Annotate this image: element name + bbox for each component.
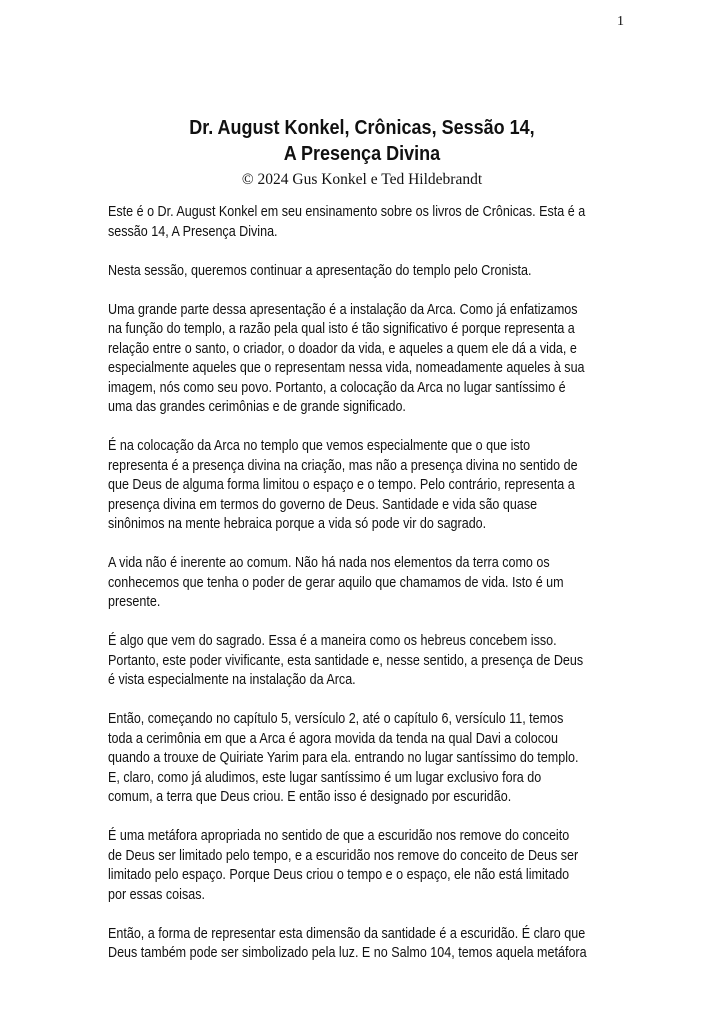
text-line: imagem, nós como seu povo. Portanto, a colocação da Arca no lugar santíssimo é: [108, 379, 566, 396]
paragraph: [108, 827, 628, 905]
text-line: representa é a presença divina na criação, mas não a presença divina no sentido de: [108, 457, 578, 474]
text-line: uma das grandes cerimônias e de grande significado.: [108, 399, 406, 415]
text-line: presente.: [108, 594, 161, 610]
title-text: A Presença Divina: [283, 143, 441, 165]
text-line: sinônimos na mente hebraica porque a vida só pode vir do sagrado.: [108, 516, 487, 532]
document-title-line-1: [0, 117, 724, 140]
text-line: por essas coisas.: [108, 886, 205, 903]
paragraph: [108, 554, 628, 613]
text-line: é vista especialmente na instalação da Arca.: [108, 672, 356, 688]
text-line: na função do templo, a razão pela qual isto é tão significativo é porque representa a: [108, 321, 575, 337]
page-number: 1: [617, 14, 624, 29]
text-line: É uma metáfora apropriada no sentido de que a escuridão nos remove do conceito: [108, 828, 570, 844]
text-line: de Deus ser limitado pelo tempo, e a escuridão nos remove do conceito de Deus ser: [108, 847, 579, 864]
title-text: Dr. August Konkel, Crônicas, Sessão 14,: [189, 117, 535, 139]
text-line: comum, a terra que Deus criou. E então isso é designado por escuridão.: [108, 789, 512, 805]
text-line: Uma grande parte dessa apresentação é a instalação da Arca. Como já enfatizamos: [108, 301, 578, 318]
text-line: É na colocação da Arca no templo que vemos especialmente que o que isto: [108, 438, 531, 454]
text-line: Este é o Dr. August Konkel em seu ensinamento sobre os livros de Crônicas. Esta é a: [108, 204, 586, 220]
text-line: sessão 14, A Presença Divina.: [108, 223, 278, 240]
text-line: relação entre o santo, o criador, o doador da vida, e aqueles a quem ele dá a vida, e: [108, 340, 577, 357]
text-line: especialmente aqueles que o representam nessa vida, nomeadamente aqueles à sua: [108, 360, 585, 376]
text-line: Então, a forma de representar esta dimensão da santidade é a escuridão. É claro que: [108, 925, 586, 942]
text-line: limitado pelo espaço. Porque Deus criou o tempo e o espaço, ele não está limitado: [108, 867, 570, 883]
text-line: conhecemos que tenha o poder de gerar aquilo que chamamos de vida. Isto é um: [108, 574, 564, 591]
text-line: A vida não é inerente ao comum. Não há nada nos elementos da terra como os: [108, 555, 550, 571]
document-title-line-2: [0, 143, 724, 166]
text-line: presença divina em termos do governo de Deus. Santidade e vida são quase: [108, 496, 538, 513]
paragraph: [108, 710, 628, 808]
document-body: [108, 203, 628, 983]
text-line: que Deus de alguma forma limitou o espaço e o tempo. Pelo contrário, representa a: [108, 477, 575, 493]
paragraph: [108, 203, 628, 242]
paragraph: [108, 925, 628, 964]
text-line: Portanto, este poder vivificante, esta santidade e, nesse sentido, a presença de Deus: [108, 652, 584, 669]
text-line: toda a cerimônia em que a Arca é agora movida da tenda na qual Davi a colocou: [108, 730, 559, 747]
text-line: E, claro, como já aludimos, este lugar santíssimo é um lugar exclusivo fora do: [108, 769, 542, 786]
paragraph: [108, 262, 628, 282]
paragraph: [108, 437, 628, 535]
copyright-line: © 2024 Gus Konkel e Ted Hildebrandt: [241, 171, 483, 188]
text-line: quando a trouxe de Quiriate Yarim para ela. entrando no lugar santíssimo do templo.: [108, 750, 579, 766]
paragraph: [108, 301, 628, 418]
text-line: Nesta sessão, queremos continuar a apresentação do templo pelo Cronista.: [108, 262, 532, 279]
text-line: Então, começando no capítulo 5, versículo 2, até o capítulo 6, versículo 11, temos: [108, 711, 564, 727]
text-line: Deus também pode ser simbolizado pela luz. E no Salmo 104, temos aquela metáfora: [108, 945, 587, 961]
text-line: É algo que vem do sagrado. Essa é a maneira como os hebreus concebem isso.: [108, 633, 557, 649]
paragraph: [108, 632, 628, 691]
